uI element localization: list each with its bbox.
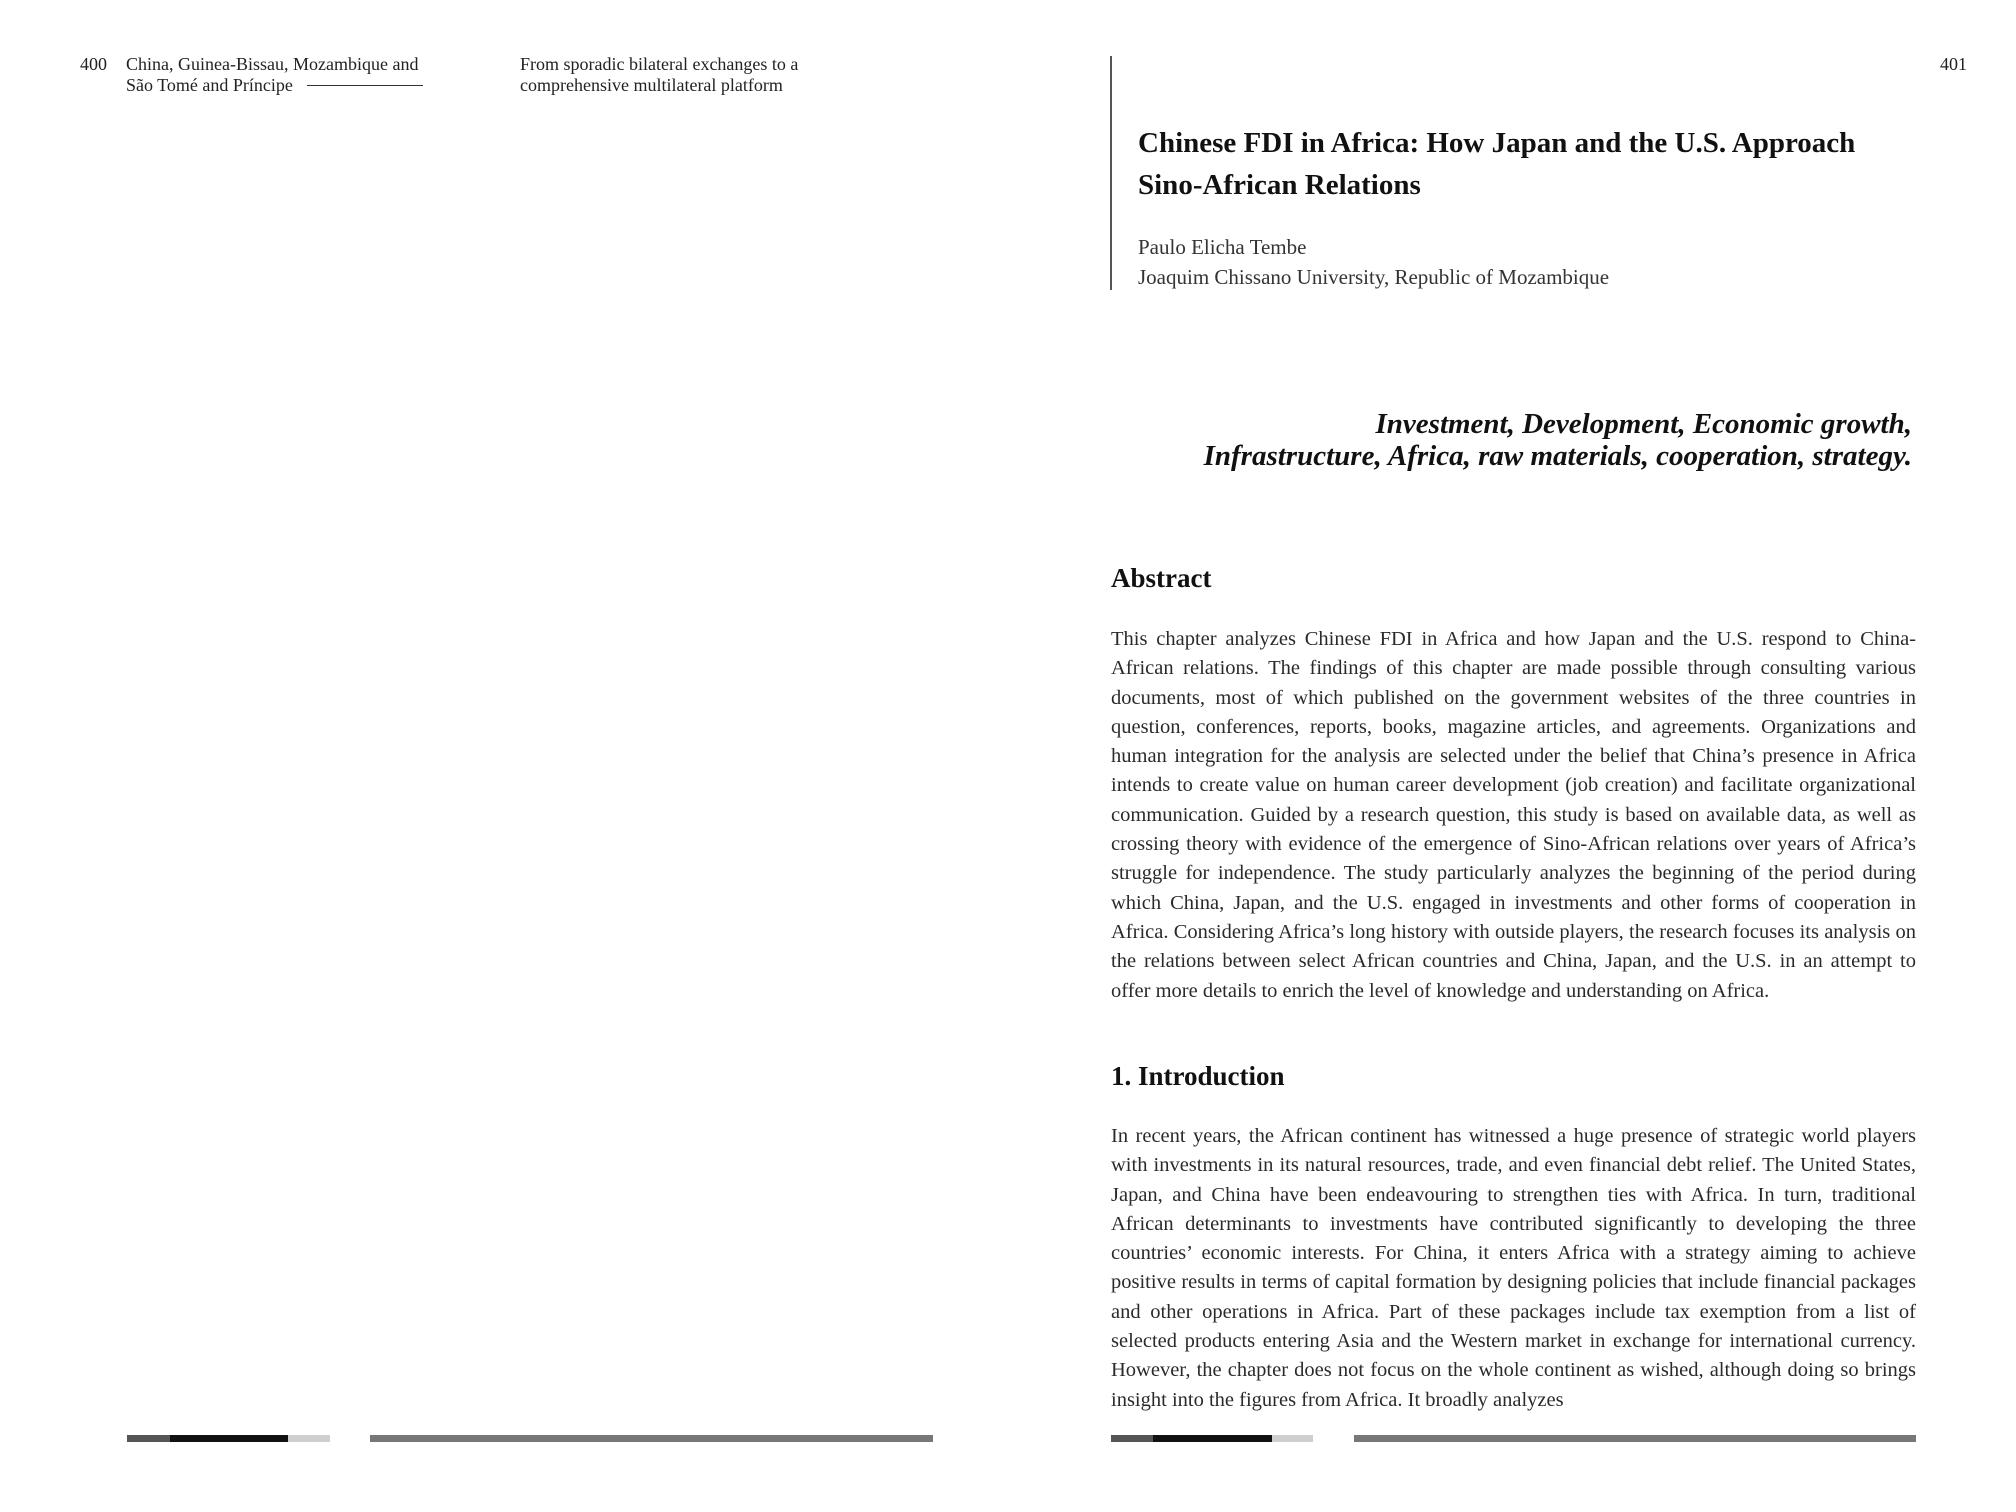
abstract-text: This chapter analyzes Chinese FDI in Africa and how Japan and the U.S. respond to China-African relations. The findings of this chapter are made possible through consulting various documents, most of which published on the government websites of the three countries in question, conferences, reports, books, magazine articles, and agreements. Organizations and human integration for the analysis are selected under the belief that China’s presence in Africa intends to create value on human career development (job creation) and facilitate organizational communication. Guided by a research question, this study is based on available data, as well as crossing theory with evidence of the emergence of Sino-African relations over years of Africa’s struggle for independence. The study particularly analyzes the beginning of the period during which China, Japan, and the U.S. engaged in investments and other forms of cooperation in Africa. Considering Africa’s long history with outside players, the research focuses its analysis on the relations between select African countries and China, Japan, and the U.S. in an attempt to offer more details to enrich the level of knowledge and understanding on Africa. [1111,628,1916,1002]
footer-bar-segment [127,1435,170,1442]
running-head-part-title [520,54,860,96]
chapter-title [1138,122,1938,206]
footer-bar-segment [1111,1435,1153,1442]
footer-bar-segment [1153,1435,1272,1442]
introduction-heading: 1. Introduction [1111,1061,1285,1091]
chapter-title-line: Chinese FDI in Africa: How Japan and the U.S. Approach [1138,127,1856,159]
author-block [1138,232,1938,292]
footer-bar-segment [170,1435,288,1442]
footer-bar-segment [1272,1435,1313,1442]
keywords [1080,408,1912,472]
keywords-line: Infrastructure, Africa, raw materials, cooperation, strategy. [1203,440,1912,472]
author-affiliation: Joaquim Chissano University, Republic of Mozambique [1138,265,1610,289]
right-page-number: 401 [1940,54,1967,74]
running-head-line: China, Guinea-Bissau, Mozambique and [126,54,419,74]
chapter-title-line: Sino-African Relations [1138,169,1421,201]
vertical-rule [1110,56,1112,290]
left-page-number: 400 [80,54,107,74]
abstract-heading: Abstract [1111,563,1212,593]
running-head-book-title [126,54,456,96]
running-head-line: comprehensive multilateral platform [520,75,783,95]
footer-bar-long [1354,1435,1916,1442]
author-name: Paulo Elicha Tembe [1138,235,1307,259]
running-head-line: São Tomé and Príncipe [126,75,293,95]
header-rule [307,85,423,86]
footer-bar-long [370,1435,933,1442]
footer-bar-segment [288,1435,330,1442]
keywords-line: Investment, Development, Economic growth, [1375,408,1912,440]
running-head-line: From sporadic bilateral exchanges to a [520,54,799,74]
introduction-text: In recent years, the African continent has witnessed a huge presence of strategic world players with investments in its natural resources, trade, and even financial debt relief. The United States, Japan, and China have been endeavouring to strengthen ties with Africa. In turn, traditional African determinants to investments have contributed significantly to developing the three countries’ economic interests. For China, it enters Africa with a strategy aiming to achieve positive results in terms of capital formation by designing policies that include financial packages and other operations in Africa. Part of these packages include tax exemption from a list of selected products entering Asia and the Western market in exchange for international currency. However, the chapter does not focus on the whole continent as wished, although doing so brings insight into the figures from Africa. It broadly analyzes [1111,1125,1916,1411]
